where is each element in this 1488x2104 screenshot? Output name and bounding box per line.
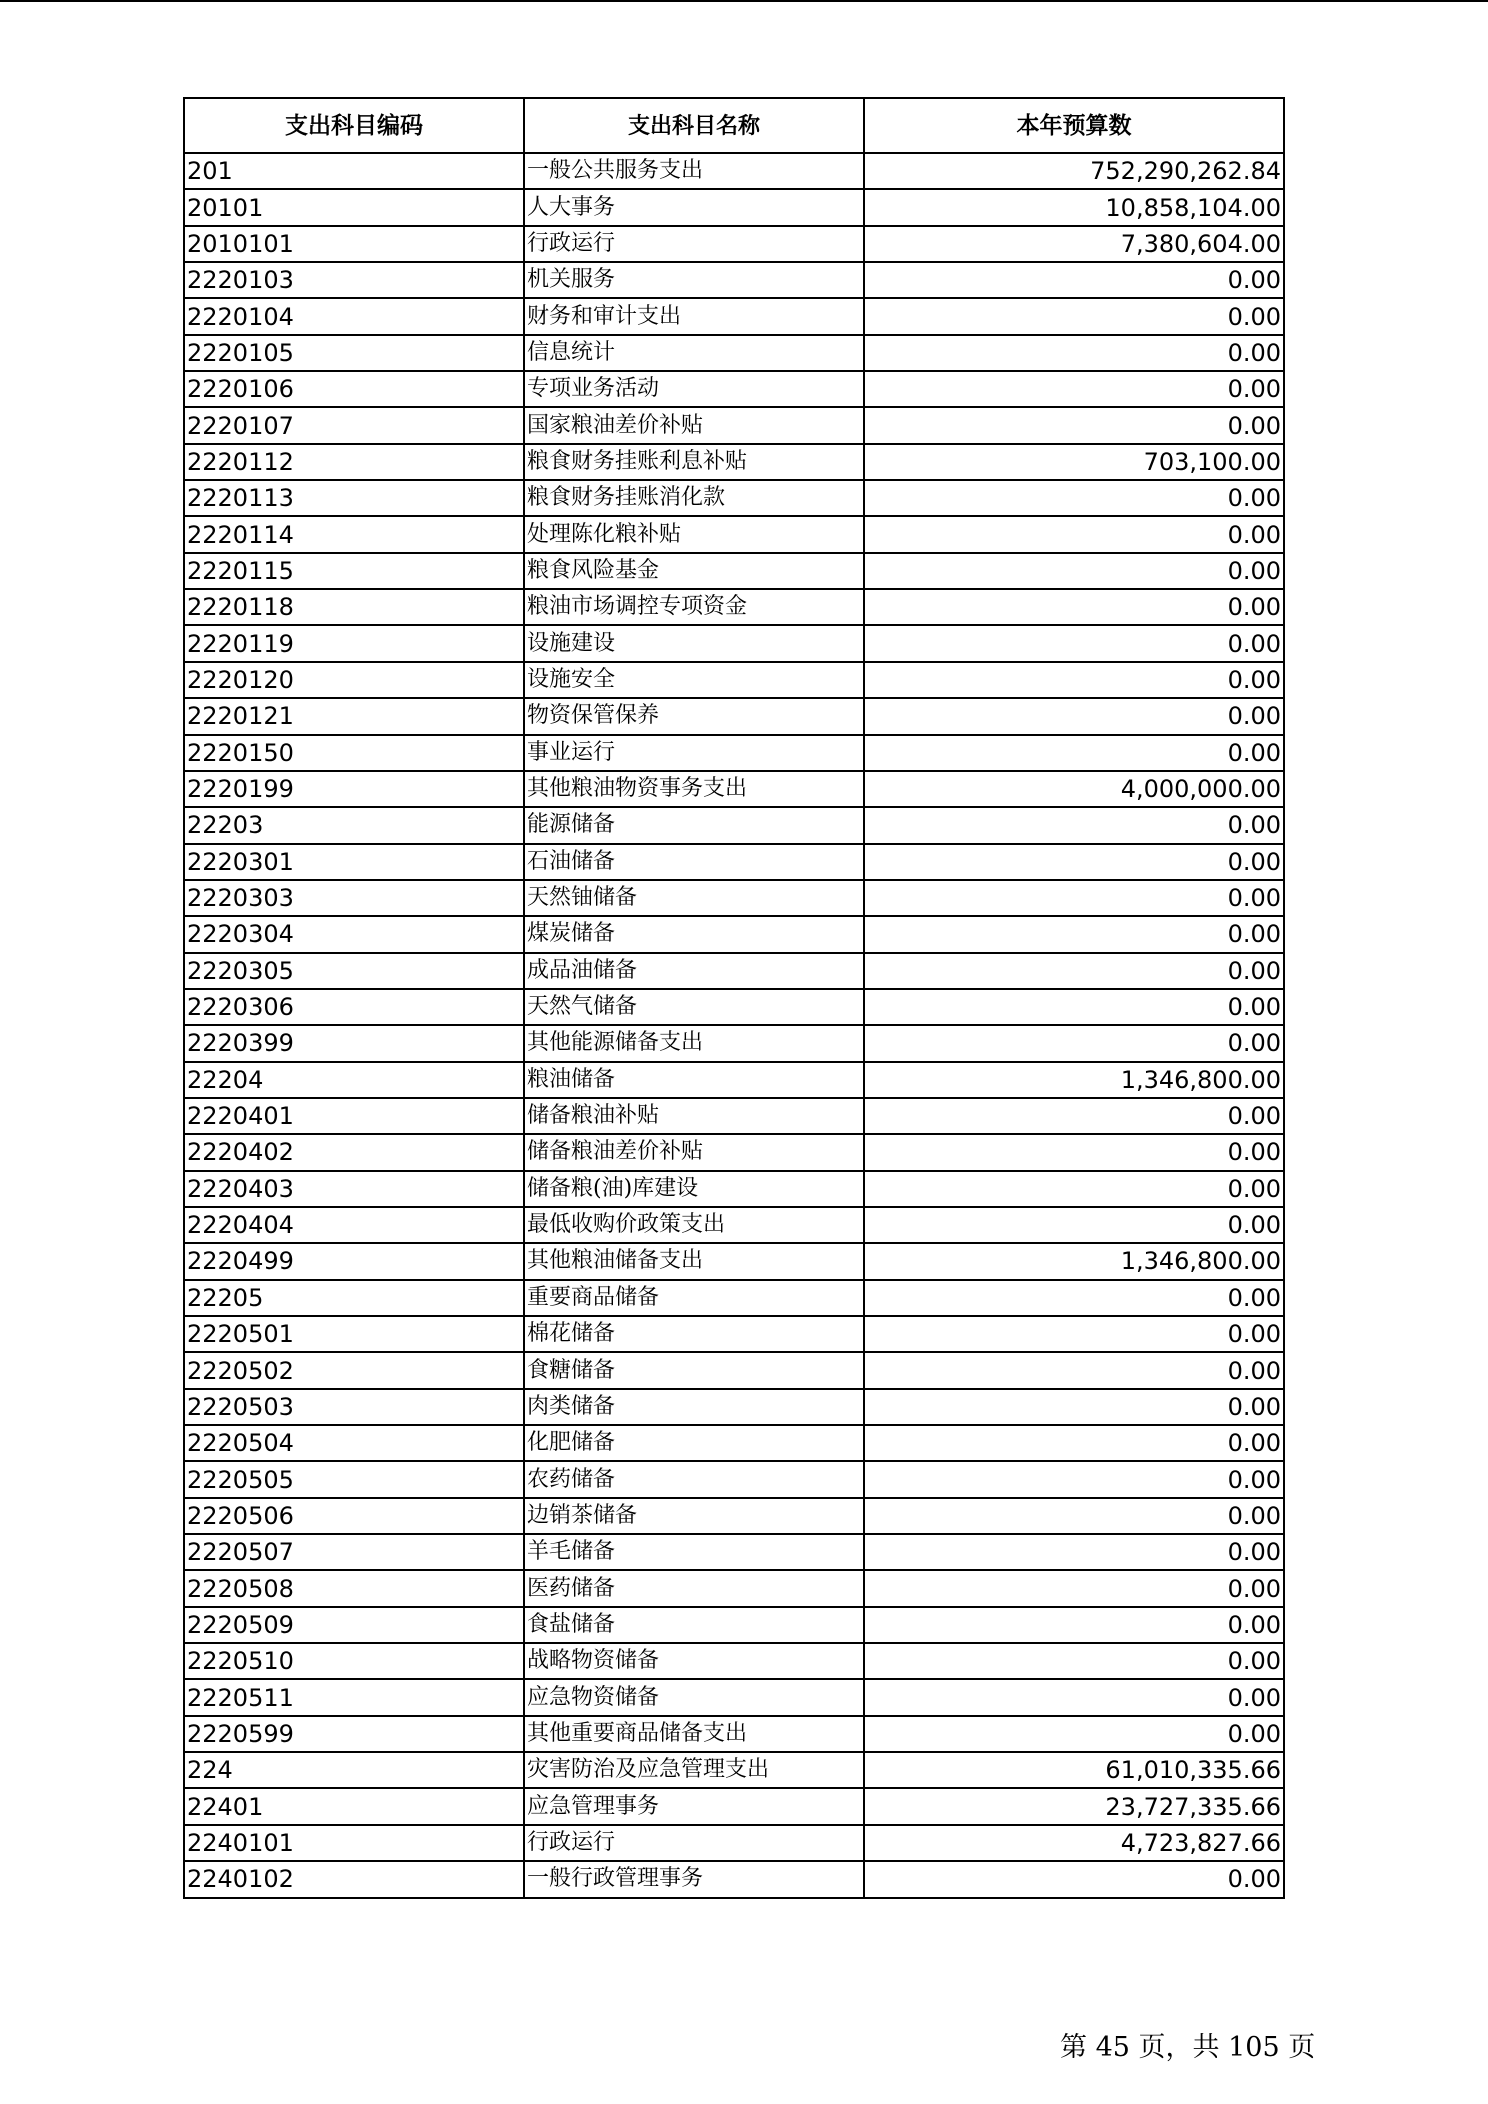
table-row (184, 1534, 1284, 1570)
cell-code: 2220505 (184, 1461, 524, 1497)
page-number: 第 45 页，共 105 页 (1060, 2032, 1316, 2063)
cell-code: 2240101 (184, 1825, 524, 1861)
cell-amount: 0.00 (864, 1461, 1284, 1497)
cell-amount: 0.00 (864, 407, 1284, 443)
cell-amount: 0.00 (864, 807, 1284, 843)
cell-name: 机关服务 (524, 262, 864, 298)
table-row (184, 807, 1284, 843)
table-row (184, 553, 1284, 589)
table-row (184, 1570, 1284, 1606)
cell-code: 2220304 (184, 916, 524, 952)
table-row (184, 953, 1284, 989)
cell-name: 肉类储备 (524, 1389, 864, 1425)
cell-code: 22401 (184, 1788, 524, 1824)
cell-code: 2220508 (184, 1570, 524, 1606)
cell-amount: 0.00 (864, 516, 1284, 552)
table-row (184, 1316, 1284, 1352)
cell-amount: 0.00 (864, 625, 1284, 661)
table-row (184, 1752, 1284, 1788)
cell-name: 粮油储备 (524, 1062, 864, 1098)
cell-name: 信息统计 (524, 335, 864, 371)
cell-code: 2010101 (184, 226, 524, 262)
cell-amount: 752,290,262.84 (864, 153, 1284, 189)
table-header-row (184, 98, 1284, 153)
header-code: 支出科目编码 (184, 98, 524, 153)
cell-name: 羊毛储备 (524, 1534, 864, 1570)
cell-name: 天然铀储备 (524, 880, 864, 916)
table-row (184, 407, 1284, 443)
header-name: 支出科目名称 (524, 98, 864, 153)
cell-amount: 0.00 (864, 262, 1284, 298)
cell-name: 医药储备 (524, 1570, 864, 1606)
cell-code: 2220501 (184, 1316, 524, 1352)
cell-name: 其他粮油物资事务支出 (524, 771, 864, 807)
cell-amount: 0.00 (864, 1025, 1284, 1061)
cell-name: 能源储备 (524, 807, 864, 843)
table-row (184, 1389, 1284, 1425)
cell-name: 储备粮油补贴 (524, 1098, 864, 1134)
cell-name: 行政运行 (524, 1825, 864, 1861)
table-row (184, 1861, 1284, 1897)
cell-name: 棉花储备 (524, 1316, 864, 1352)
cell-amount: 0.00 (864, 880, 1284, 916)
cell-code: 2240102 (184, 1861, 524, 1897)
cell-name: 储备粮油差价补贴 (524, 1134, 864, 1170)
table-row (184, 1425, 1284, 1461)
cell-amount: 23,727,335.66 (864, 1788, 1284, 1824)
cell-amount: 0.00 (864, 1389, 1284, 1425)
table-row (184, 1498, 1284, 1534)
cell-code: 2220507 (184, 1534, 524, 1570)
cell-amount: 10,858,104.00 (864, 189, 1284, 225)
cell-code: 2220106 (184, 371, 524, 407)
cell-amount: 703,100.00 (864, 444, 1284, 480)
cell-name: 重要商品储备 (524, 1280, 864, 1316)
table-row (184, 371, 1284, 407)
cell-code: 2220503 (184, 1389, 524, 1425)
cell-code: 2220105 (184, 335, 524, 371)
table-row (184, 844, 1284, 880)
table-row (184, 1062, 1284, 1098)
table-row (184, 516, 1284, 552)
cell-name: 战略物资储备 (524, 1643, 864, 1679)
cell-amount: 1,346,800.00 (864, 1062, 1284, 1098)
table-row (184, 771, 1284, 807)
cell-amount: 0.00 (864, 1498, 1284, 1534)
table-row (184, 1134, 1284, 1170)
table-row (184, 989, 1284, 1025)
cell-name: 煤炭储备 (524, 916, 864, 952)
cell-amount: 0.00 (864, 553, 1284, 589)
table-row (184, 1243, 1284, 1279)
cell-amount: 0.00 (864, 1352, 1284, 1388)
cell-name: 化肥储备 (524, 1425, 864, 1461)
cell-name: 设施安全 (524, 662, 864, 698)
table-row (184, 1352, 1284, 1388)
cell-name: 处理陈化粮补贴 (524, 516, 864, 552)
cell-amount: 1,346,800.00 (864, 1243, 1284, 1279)
table-row (184, 589, 1284, 625)
table-row (184, 226, 1284, 262)
cell-name: 成品油储备 (524, 953, 864, 989)
cell-amount: 0.00 (864, 916, 1284, 952)
cell-code: 2220120 (184, 662, 524, 698)
cell-code: 2220199 (184, 771, 524, 807)
cell-code: 2220306 (184, 989, 524, 1025)
cell-code: 2220103 (184, 262, 524, 298)
table-row (184, 1171, 1284, 1207)
cell-name: 专项业务活动 (524, 371, 864, 407)
table-row (184, 625, 1284, 661)
cell-name: 粮食风险基金 (524, 553, 864, 589)
cell-amount: 61,010,335.66 (864, 1752, 1284, 1788)
table-row (184, 1098, 1284, 1134)
cell-name: 人大事务 (524, 189, 864, 225)
cell-amount: 0.00 (864, 1171, 1284, 1207)
table-row (184, 1280, 1284, 1316)
table-row (184, 662, 1284, 698)
table-row (184, 153, 1284, 189)
cell-name: 其他能源储备支出 (524, 1025, 864, 1061)
cell-amount: 4,000,000.00 (864, 771, 1284, 807)
page-top-border (0, 0, 1488, 2)
cell-code: 224 (184, 1752, 524, 1788)
cell-name: 一般行政管理事务 (524, 1861, 864, 1897)
cell-name: 粮油市场调控专项资金 (524, 589, 864, 625)
cell-name: 设施建设 (524, 625, 864, 661)
cell-code: 22205 (184, 1280, 524, 1316)
table-row (184, 1643, 1284, 1679)
cell-amount: 0.00 (864, 1861, 1284, 1897)
cell-code: 2220403 (184, 1171, 524, 1207)
table-row (184, 444, 1284, 480)
cell-code: 22204 (184, 1062, 524, 1098)
cell-amount: 0.00 (864, 1607, 1284, 1643)
table-row (184, 1461, 1284, 1497)
cell-name: 粮食财务挂账利息补贴 (524, 444, 864, 480)
cell-amount: 0.00 (864, 480, 1284, 516)
cell-name: 食盐储备 (524, 1607, 864, 1643)
cell-amount: 0.00 (864, 953, 1284, 989)
table-row (184, 262, 1284, 298)
cell-name: 国家粮油差价补贴 (524, 407, 864, 443)
table-row (184, 1679, 1284, 1715)
cell-code: 2220303 (184, 880, 524, 916)
table-row (184, 1825, 1284, 1861)
cell-code: 2220301 (184, 844, 524, 880)
cell-name: 一般公共服务支出 (524, 153, 864, 189)
cell-amount: 0.00 (864, 335, 1284, 371)
cell-code: 2220502 (184, 1352, 524, 1388)
table-row (184, 1207, 1284, 1243)
cell-amount: 0.00 (864, 844, 1284, 880)
cell-amount: 0.00 (864, 1534, 1284, 1570)
table-row (184, 1716, 1284, 1752)
cell-code: 2220511 (184, 1679, 524, 1715)
cell-amount: 0.00 (864, 1643, 1284, 1679)
cell-name: 应急管理事务 (524, 1788, 864, 1824)
cell-amount: 0.00 (864, 1098, 1284, 1134)
cell-amount: 0.00 (864, 1280, 1284, 1316)
cell-code: 2220112 (184, 444, 524, 480)
cell-amount: 0.00 (864, 698, 1284, 734)
cell-amount: 0.00 (864, 1316, 1284, 1352)
table-row (184, 1025, 1284, 1061)
cell-code: 2220115 (184, 553, 524, 589)
table-row (184, 698, 1284, 734)
cell-code: 2220118 (184, 589, 524, 625)
cell-code: 2220509 (184, 1607, 524, 1643)
cell-name: 石油储备 (524, 844, 864, 880)
cell-amount: 0.00 (864, 989, 1284, 1025)
cell-code: 2220599 (184, 1716, 524, 1752)
table-row (184, 916, 1284, 952)
cell-code: 22203 (184, 807, 524, 843)
cell-amount: 7,380,604.00 (864, 226, 1284, 262)
cell-code: 20101 (184, 189, 524, 225)
cell-name: 其他重要商品储备支出 (524, 1716, 864, 1752)
cell-amount: 0.00 (864, 662, 1284, 698)
cell-name: 储备粮(油)库建设 (524, 1171, 864, 1207)
cell-code: 2220504 (184, 1425, 524, 1461)
table-row (184, 1788, 1284, 1824)
cell-amount: 0.00 (864, 589, 1284, 625)
cell-code: 2220305 (184, 953, 524, 989)
cell-code: 2220107 (184, 407, 524, 443)
cell-code: 2220506 (184, 1498, 524, 1534)
cell-name: 食糖储备 (524, 1352, 864, 1388)
cell-name: 应急物资储备 (524, 1679, 864, 1715)
cell-code: 2220499 (184, 1243, 524, 1279)
cell-name: 物资保管保养 (524, 698, 864, 734)
cell-amount: 0.00 (864, 371, 1284, 407)
table-row (184, 880, 1284, 916)
cell-code: 2220402 (184, 1134, 524, 1170)
table-row (184, 189, 1284, 225)
cell-name: 行政运行 (524, 226, 864, 262)
table-row (184, 480, 1284, 516)
cell-name: 事业运行 (524, 735, 864, 771)
table-row (184, 1607, 1284, 1643)
table-row (184, 735, 1284, 771)
header-amount: 本年预算数 (864, 98, 1284, 153)
cell-code: 2220401 (184, 1098, 524, 1134)
cell-amount: 0.00 (864, 1134, 1284, 1170)
cell-name: 其他粮油储备支出 (524, 1243, 864, 1279)
cell-name: 灾害防治及应急管理支出 (524, 1752, 864, 1788)
cell-code: 2220404 (184, 1207, 524, 1243)
cell-name: 天然气储备 (524, 989, 864, 1025)
cell-code: 2220114 (184, 516, 524, 552)
cell-code: 201 (184, 153, 524, 189)
cell-name: 最低收购价政策支出 (524, 1207, 864, 1243)
cell-amount: 0.00 (864, 735, 1284, 771)
cell-code: 2220121 (184, 698, 524, 734)
cell-amount: 0.00 (864, 298, 1284, 334)
table-row (184, 298, 1284, 334)
cell-name: 边销茶储备 (524, 1498, 864, 1534)
cell-amount: 0.00 (864, 1425, 1284, 1461)
cell-name: 农药储备 (524, 1461, 864, 1497)
budget-table (183, 97, 1285, 1899)
cell-code: 2220510 (184, 1643, 524, 1679)
cell-code: 2220113 (184, 480, 524, 516)
cell-name: 财务和审计支出 (524, 298, 864, 334)
cell-amount: 0.00 (864, 1207, 1284, 1243)
table-body (184, 153, 1284, 1898)
table-row (184, 335, 1284, 371)
cell-amount: 4,723,827.66 (864, 1825, 1284, 1861)
cell-amount: 0.00 (864, 1570, 1284, 1606)
cell-amount: 0.00 (864, 1679, 1284, 1715)
cell-amount: 0.00 (864, 1716, 1284, 1752)
cell-code: 2220104 (184, 298, 524, 334)
cell-code: 2220399 (184, 1025, 524, 1061)
cell-code: 2220150 (184, 735, 524, 771)
cell-name: 粮食财务挂账消化款 (524, 480, 864, 516)
cell-code: 2220119 (184, 625, 524, 661)
